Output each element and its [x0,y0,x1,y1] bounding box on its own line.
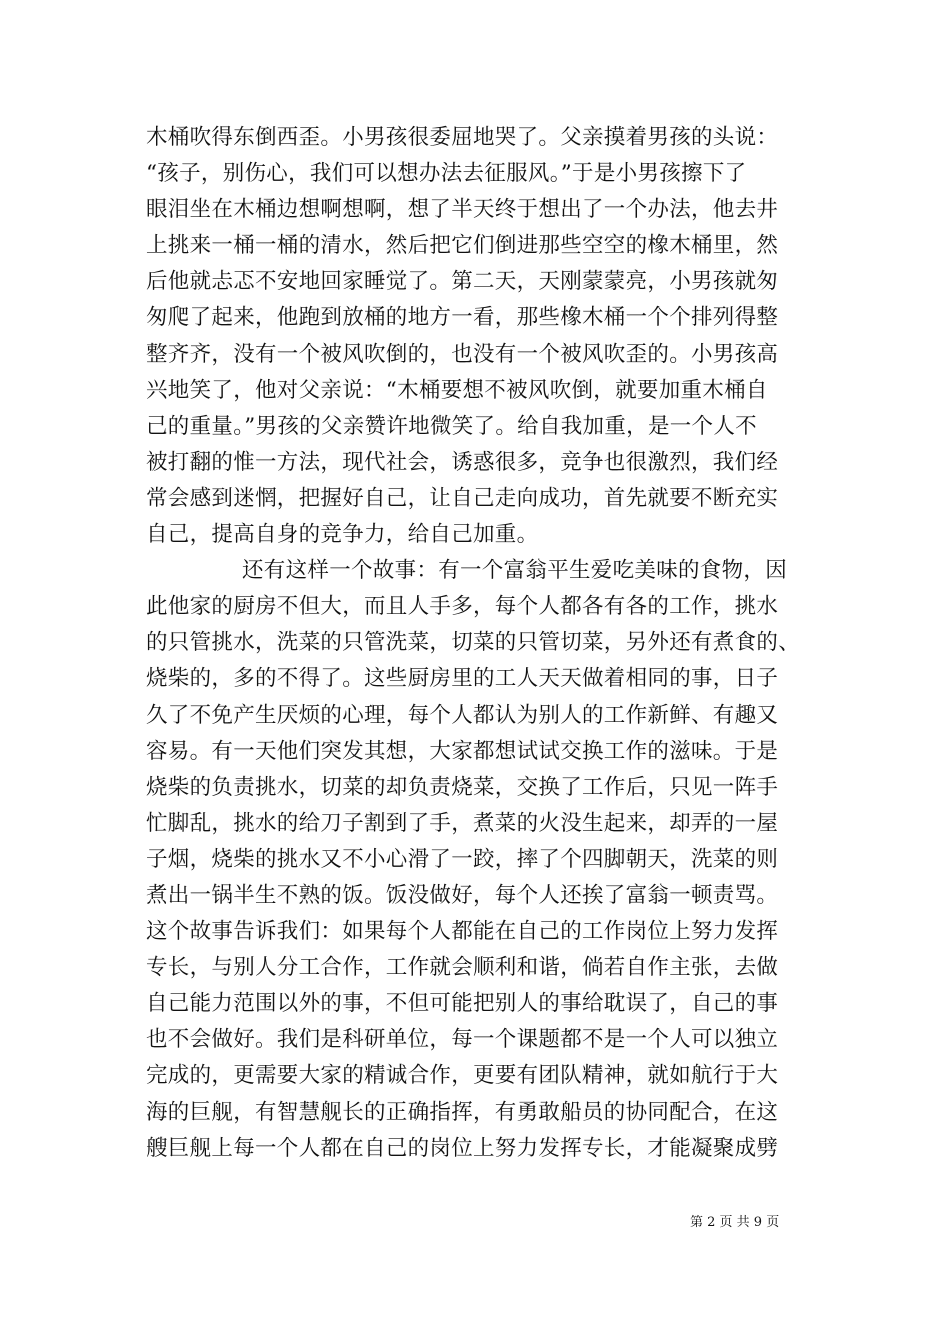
text-line: 完成的，更需要大家的精诚合作，更要有团队精神，就如航行于大 [146,1063,779,1089]
text-line: 后他就忐忑不安地回家睡觉了。第二天，天刚蒙蒙亮，小男孩就匆 [146,269,779,295]
text-line: 子烟，烧柴的挑水又不小心滑了一跤，摔了个四脚朝天，洗菜的则 [146,846,779,872]
text-line: 的只管挑水，洗菜的只管洗菜，切菜的只管切菜，另外还有煮食的、 [146,630,801,656]
text-line: 木桶吹得东倒西歪。小男孩很委屈地哭了。父亲摸着男孩的头说： [146,125,779,150]
text-line: 匆爬了起来，他跑到放桶的地方一看，那些橡木桶一个个排列得整 [146,305,779,331]
paragraph-start-line: 还有这样一个故事：有一个富翁平生爱吃美味的食物，因 [242,558,788,584]
text-line: 久了不免产生厌烦的心理，每个人都认为别人的工作新鲜、有趣又 [146,702,779,728]
text-line: 海的巨舰，有智慧舰长的正确指挥，有勇敢船员的协同配合，在这 [146,1099,779,1125]
text-line: 自己，提高自身的竞争力，给自己加重。 [146,522,539,548]
text-line: 己的重量。”男孩的父亲赞许地微笑了。给自我加重，是一个人不 [146,413,757,439]
page-number-footer: 第 2 页 共 9 页 [690,1215,780,1230]
body-text [146,120,816,1167]
text-line: 上挑来一桶一桶的清水，然后把它们倒进那些空空的橡木桶里，然 [146,233,779,259]
text-line: 艘巨舰上每一个人都在自己的岗位上努力发挥专长，才能凝聚成劈 [146,1135,779,1161]
text-line: “孩子，别伤心，我们可以想办法去征服风。”于是小男孩擦下了 [146,161,747,187]
text-line: 此他家的厨房不但大，而且人手多，每个人都各有各的工作，挑水 [146,594,779,620]
text-line: 忙脚乱，挑水的给刀子割到了手，煮菜的火没生起来，却弄的一屋 [146,810,779,836]
text-line: 自己能力范围以外的事，不但可能把别人的事给耽误了，自己的事 [146,991,779,1017]
text-line: 容易。有一天他们突发其想，大家都想试试交换工作的滋味。于是 [146,738,779,764]
text-line: 这个故事告诉我们：如果每个人都能在自己的工作岗位上努力发挥 [146,919,779,945]
text-line: 整齐齐，没有一个被风吹倒的，也没有一个被风吹歪的。小男孩高 [146,341,779,367]
text-line: 眼泪坐在木桶边想啊想啊，想了半天终于想出了一个办法，他去井 [146,197,779,223]
text-line: 被打翻的惟一方法，现代社会，诱惑很多，竞争也很激烈，我们经 [146,449,779,475]
text-line: 专长，与别人分工合作，工作就会顺利和谐，倘若自作主张，去做 [146,955,779,981]
text-line: 烧柴的，多的不得了。这些厨房里的工人天天做着相同的事，日子 [146,666,779,692]
text-line: 也不会做好。我们是科研单位，每一个课题都不是一个人可以独立 [146,1027,779,1053]
text-line: 煮出一锅半生不熟的饭。饭没做好，每个人还挨了富翁一顿责骂。 [146,882,779,908]
text-line: 常会感到迷惘，把握好自己，让自己走向成功，首先就要不断充实 [146,485,779,511]
text-line: 烧柴的负责挑水，切菜的却负责烧菜，交换了工作后，只见一阵手 [146,774,779,800]
text-line: 兴地笑了，他对父亲说：“木桶要想不被风吹倒，就要加重木桶自 [146,377,768,403]
